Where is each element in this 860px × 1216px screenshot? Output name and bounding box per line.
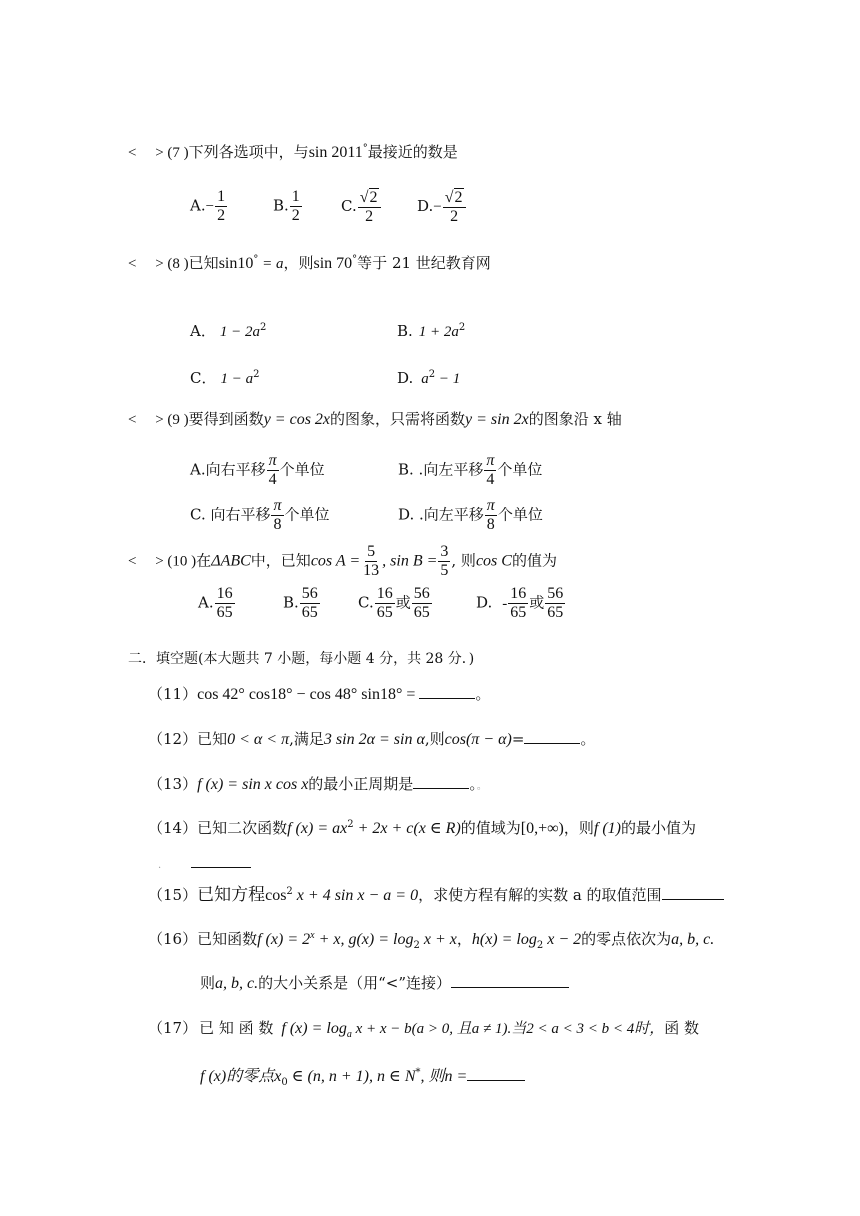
- fraction-numerator: π: [273, 497, 282, 514]
- sqrt-sign: √ 2: [359, 189, 378, 206]
- q7-option-d-label: D.: [417, 197, 434, 215]
- q10-option-a: [198, 585, 236, 622]
- period: 。: [475, 685, 491, 703]
- question-12-text-c: ,则: [424, 730, 445, 748]
- q7-option-b: [273, 188, 303, 225]
- question-16-number: （16）: [148, 930, 198, 948]
- question-8-expr-2: sin 70: [313, 255, 353, 272]
- degree-symbol: °: [362, 143, 368, 154]
- question-14-text-d: 的最小值为: [621, 819, 697, 837]
- question-16-expr-1-mid: + x, g(x) = log: [314, 931, 414, 948]
- q9-option-d-unit: 个单位: [497, 505, 543, 524]
- question-15-expr: cos: [265, 887, 287, 904]
- question-10-number: < > (10 ): [128, 553, 197, 570]
- question-17-expr-2: f (x)的零点x: [200, 1068, 282, 1085]
- question-10-cos-c: cos C: [475, 552, 512, 570]
- fraction-denominator: 4: [486, 471, 495, 488]
- question-7-expr: sin 2011: [308, 144, 363, 161]
- fraction-numerator: 56: [547, 585, 564, 602]
- q9-option-d-fraction: [485, 497, 497, 534]
- question-16-expr-2: h(x) = log: [471, 931, 537, 948]
- fraction-denominator: 65: [510, 604, 527, 621]
- question-16-expr-4: a, b, c.: [215, 975, 259, 992]
- question-14-text-c: ，则: [563, 819, 594, 837]
- question-12-text-b: ,满足: [289, 730, 324, 748]
- log-base: 2: [413, 940, 420, 951]
- question-17-text-a: 已 知 函 数: [199, 1019, 274, 1037]
- q10-option-c-fraction-1: [375, 585, 395, 622]
- q8-option-b-expr: 1 + 2a: [418, 324, 459, 340]
- q10-option-d-label: D.: [476, 593, 493, 612]
- q8-option-a-label: A．: [190, 322, 216, 340]
- fraction-numerator: π: [268, 452, 277, 469]
- question-12-expr-3: cos(π − α): [444, 731, 512, 748]
- question-10-sin-b-fraction: [438, 543, 450, 580]
- fraction-denominator: 2: [365, 208, 374, 225]
- question-8-text-c: 等于 21 世纪教育网: [357, 254, 491, 272]
- question-9-text-b: 的图象，只需将函数: [330, 410, 466, 428]
- question-14-expr-1: f (x) = ax: [287, 820, 348, 837]
- question-17: [148, 1017, 699, 1040]
- q7-option-d-sign: −: [433, 199, 442, 215]
- question-14-expr-2: [0,+∞): [520, 820, 564, 837]
- q9-option-b-fraction: [484, 452, 496, 489]
- fraction-denominator: 2: [217, 207, 226, 224]
- q10-option-d-fraction-1: [508, 585, 528, 622]
- subscript: 0: [281, 1077, 288, 1088]
- question-7-text-a: 下列各选项中，与: [188, 143, 309, 161]
- fraction-denominator: 8: [486, 516, 495, 533]
- question-8-eq: = a: [258, 256, 284, 272]
- question-15-text-b: ，求使方程有解的实数 a 的取值范围: [418, 886, 662, 904]
- answer-blank[interactable]: [451, 973, 569, 988]
- question-17-number: （17）: [148, 1019, 198, 1037]
- question-17-text-b: 函 数: [664, 1019, 700, 1037]
- question-12: [148, 728, 595, 751]
- fraction-denominator: 2: [450, 208, 459, 225]
- question-16-expr-2-tail: x − 2: [543, 931, 582, 948]
- q7-option-a-label: A.: [190, 196, 206, 215]
- fraction-denominator: 4: [268, 471, 277, 488]
- question-8-number: < > (8 ): [128, 256, 189, 272]
- q10-option-d-fraction-2: [545, 585, 565, 622]
- question-10-text-a: 在: [196, 551, 212, 570]
- answer-blank[interactable]: [419, 684, 475, 699]
- q10-option-b: [283, 585, 321, 622]
- question-15-text-a: 已知方程: [197, 885, 266, 905]
- question-8-text-a: 已知: [188, 254, 219, 272]
- q10-option-b-label: B.: [283, 593, 299, 612]
- degree-symbol: °: [352, 254, 358, 265]
- fraction-denominator: 65: [547, 604, 564, 621]
- question-10-text-b: 中，已知: [250, 551, 311, 570]
- question-16-text-c: 的零点依次为: [581, 930, 672, 948]
- question-13-text: 的最小正周期是: [308, 775, 414, 793]
- q9-option-b: [398, 452, 542, 489]
- question-12-text-d: =: [511, 730, 525, 748]
- question-7-text-b: 最接近的数是: [367, 143, 458, 161]
- question-8-text-b: ，则: [283, 254, 314, 272]
- question-12-number: （12）: [148, 730, 198, 748]
- question-9-expr-1: y = cos 2x: [263, 411, 331, 428]
- q7-option-a-sign: −: [205, 198, 215, 215]
- fraction-denominator: 65: [376, 604, 393, 621]
- q9-option-a-label: A.向右平移: [190, 460, 266, 479]
- q10-option-b-fraction: [300, 585, 320, 622]
- q8-option-c-label: C．: [190, 369, 217, 387]
- exponent: 2: [428, 369, 436, 380]
- fraction-numerator: π: [486, 452, 495, 469]
- q8-option-d: [397, 367, 460, 390]
- period: 。: [469, 775, 477, 793]
- q8-option-d-label: D.: [397, 369, 414, 387]
- question-9-number: < > (9 ): [128, 412, 189, 428]
- q10-option-d: [476, 585, 566, 622]
- question-17-expr-1: f (x) = log: [281, 1020, 347, 1037]
- question-16-expr-3: a, b, c.: [671, 931, 715, 948]
- question-15-expr-tail: x + 4 sin x − a = 0: [292, 887, 419, 904]
- question-14-expr-1-tail: + 2x + c(x ∈ R): [353, 820, 461, 837]
- superscript-star: *: [415, 1067, 421, 1078]
- log-base: 2: [536, 940, 544, 951]
- or-word: 或: [529, 593, 545, 612]
- q9-option-a-unit: 个单位: [279, 460, 325, 479]
- fraction-numerator: 16: [376, 585, 393, 602]
- question-16: [148, 928, 714, 951]
- q9-option-c-unit: 个单位: [284, 505, 330, 524]
- question-14-number: （14）: [148, 819, 198, 837]
- question-12-text-a: 已知: [197, 730, 228, 748]
- question-17-expr-1-tail: x + x − b(a > 0, 且a ≠ 1).当2 < a < 3 < b < 4时，: [351, 1021, 665, 1037]
- q7-option-a: [190, 188, 228, 225]
- q8-option-a-expr: 1 − 2a: [219, 324, 260, 340]
- fraction-numerator: 56: [301, 585, 318, 602]
- question-14-text-b: 的值域为: [460, 819, 521, 837]
- question-10-cos-a: cos A =: [310, 552, 361, 570]
- q7-option-c-fraction: [358, 188, 381, 226]
- fraction-denominator: 65: [413, 604, 430, 621]
- fraction-numerator: [358, 188, 381, 208]
- fraction-numerator: 16: [510, 585, 527, 602]
- question-17-expr-2-mid: ∈ (n, n + 1), n ∈ N: [287, 1068, 416, 1085]
- q7-option-d-fraction: [443, 188, 466, 226]
- or-word: 或: [395, 593, 411, 612]
- q9-option-d: [398, 497, 543, 534]
- fraction-numerator: 3: [440, 543, 449, 560]
- exponent: 2: [286, 886, 293, 897]
- question-14-answer-line: [158, 852, 251, 877]
- fraction-numerator: π: [486, 497, 495, 514]
- q10-option-c-fraction-2: [412, 585, 432, 622]
- exponent: 2: [347, 819, 354, 830]
- question-16-text-a: 已知函数: [197, 930, 258, 948]
- question-7: [128, 141, 458, 164]
- fraction-denominator: 65: [301, 604, 318, 621]
- section-2-heading: 二．填空题(本大题共 7 小题，每小题 4 分，共 28 分．): [128, 651, 475, 667]
- question-9-text-c: 的图象沿 x 轴: [528, 410, 622, 428]
- question-11-expr: cos 42° cos18° − cos 48° sin18° =: [197, 686, 416, 703]
- question-16-text-d: 则: [200, 974, 216, 992]
- q8-option-b-label: B.: [397, 322, 413, 340]
- q9-option-b-label: B. .向左平移: [398, 460, 484, 479]
- question-16-expr-1-tail: x + x: [419, 931, 457, 948]
- q8-option-b: [397, 320, 465, 343]
- q7-option-b-label: B.: [273, 196, 289, 215]
- question-8-expr-1: sin10: [218, 255, 254, 272]
- question-7-number: < > (7 ): [128, 145, 189, 161]
- fraction-denominator: 2: [291, 207, 300, 224]
- question-10-text-d: 的值为: [511, 551, 557, 570]
- q10-option-c-label: C.: [358, 593, 374, 612]
- q8-option-a: [190, 320, 266, 343]
- question-10-text-c: , 则: [451, 551, 476, 570]
- question-9-text-a: 要得到函数: [188, 410, 264, 428]
- q8-option-c-expr: 1 − a: [220, 371, 254, 387]
- fraction-denominator: 5: [440, 562, 449, 579]
- question-13-expr: f (x) = sin x cos x: [197, 776, 309, 793]
- fraction-denominator: 65: [216, 604, 233, 621]
- fraction-denominator: 13: [363, 562, 380, 579]
- faint-mark: .: [158, 860, 162, 871]
- q7-option-d: [417, 188, 467, 226]
- question-14: [148, 817, 696, 840]
- exponent: 2: [259, 322, 267, 333]
- q10-option-d-sign: -: [502, 595, 508, 612]
- question-16-text-b: ，: [456, 930, 472, 948]
- q7-option-b-fraction: [290, 188, 302, 225]
- question-14-expr-3: f (1): [593, 820, 621, 837]
- question-9-expr-2: y = sin 2x: [465, 411, 529, 428]
- fraction-numerator: [443, 188, 466, 208]
- q9-option-c-label: C. 向右平移: [190, 505, 271, 524]
- q7-option-c-label: C.: [341, 197, 357, 215]
- answer-blank[interactable]: [524, 729, 580, 744]
- q7-option-c: [341, 188, 382, 226]
- question-13-number: （13）: [148, 775, 198, 793]
- question-10: [128, 543, 557, 580]
- question-9: [128, 408, 622, 431]
- question-17-line-2: [200, 1065, 525, 1088]
- exponent: 2: [253, 369, 260, 380]
- q10-option-a-label: A.: [198, 593, 214, 612]
- question-15: [148, 884, 724, 907]
- answer-blank[interactable]: [467, 1066, 525, 1081]
- question-12-expr-2: 3 sin 2α = sin α: [323, 731, 425, 748]
- question-13: [148, 773, 487, 798]
- q9-option-b-unit: 个单位: [497, 460, 543, 479]
- q9-option-d-label: D. .向左平移: [398, 505, 484, 524]
- q9-option-c-fraction: [271, 497, 283, 534]
- period: 。: [580, 730, 596, 748]
- degree-symbol: °: [253, 254, 259, 265]
- fraction-numerator: 1: [291, 188, 300, 205]
- question-11: [148, 683, 490, 706]
- fraction-denominator: 8: [273, 516, 282, 533]
- fraction-numerator: 5: [367, 543, 376, 560]
- radicand: 2: [454, 189, 463, 206]
- exponent: 2: [458, 322, 466, 333]
- exponent: x: [310, 930, 315, 941]
- q8-option-d-expr-tail: − 1: [435, 371, 461, 387]
- q9-option-a: [190, 452, 325, 489]
- question-10-cos-a-fraction: [361, 543, 381, 580]
- faint-mark: 。: [476, 781, 487, 792]
- question-16-line-2: [200, 972, 569, 995]
- q7-option-a-fraction: [215, 188, 227, 225]
- q9-option-a-fraction: [267, 452, 279, 489]
- answer-blank[interactable]: [413, 774, 469, 789]
- answer-blank[interactable]: [662, 885, 724, 900]
- question-10-sin-b: , sin B =: [382, 552, 438, 570]
- answer-blank[interactable]: [191, 853, 251, 868]
- q10-option-a-fraction: [215, 585, 235, 622]
- question-11-number: （11）: [148, 685, 198, 703]
- q9-option-c: [190, 497, 330, 534]
- log-base: a: [346, 1029, 352, 1040]
- question-15-number: （15）: [148, 886, 198, 904]
- q10-option-c: [358, 585, 433, 622]
- q8-option-d-expr: a: [421, 371, 429, 387]
- question-17-expr-2-tail: , 则n =: [420, 1068, 468, 1085]
- question-16-text-e: 的大小关系是（用“<”连接）: [258, 974, 452, 992]
- question-16-expr-1: f (x) = 2: [257, 931, 311, 948]
- question-14-text-a: 已知二次函数: [197, 819, 288, 837]
- fraction-numerator: 1: [217, 188, 226, 205]
- question-12-expr-1: 0 < α < π: [227, 731, 290, 748]
- fraction-numerator: 16: [216, 585, 233, 602]
- fraction-numerator: 56: [413, 585, 430, 602]
- q8-option-c: [190, 367, 259, 390]
- question-10-triangle: ΔABC: [211, 552, 251, 570]
- question-8: [128, 252, 491, 275]
- sqrt-sign: √ 2: [444, 189, 463, 206]
- radicand: 2: [369, 189, 378, 206]
